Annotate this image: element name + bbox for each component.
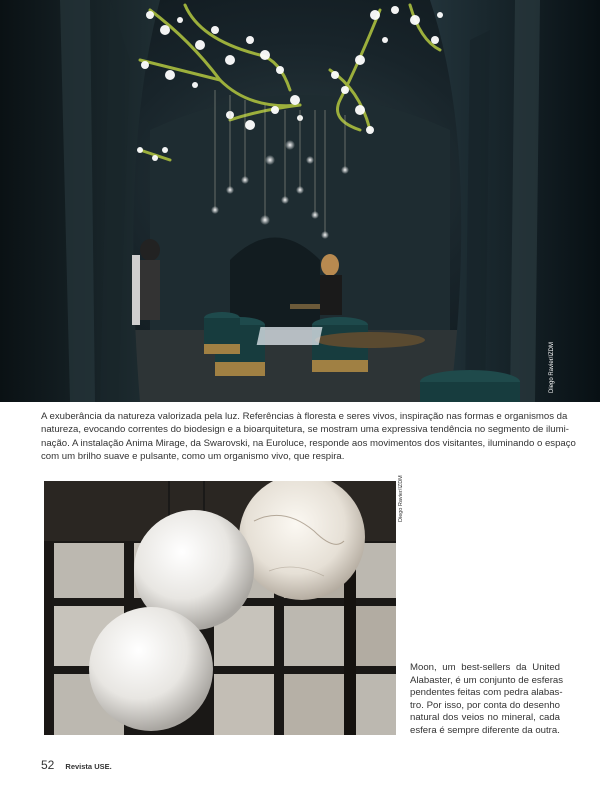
caption-line: A exuberância da natureza valorizada pela luz. Referências à floresta e seres vivos, inspiração nas formas e organismos da <box>41 411 568 422</box>
caption-line: nação. A instalação Anima Mirage, da Swarovski, na Euroluce, responde aos movimentos dos visitantes, iluminando o espaço <box>41 437 576 449</box>
side-text-line: natural dos veios no mineral, cada <box>410 712 560 724</box>
side-text-line: tro. Por isso, por conta do desenho <box>410 699 560 711</box>
bottom-photo-credit: Diego Ravier/IZDM <box>398 475 404 522</box>
bottom-photo-illustration <box>44 481 396 735</box>
bottom-photo <box>44 481 396 735</box>
side-text <box>410 662 564 738</box>
side-text-line: Alabaster, é um conjunto de esferas <box>410 674 564 686</box>
side-text-line: esfera é sempre diferente da outra. <box>410 724 560 736</box>
side-text-line: Moon, um best-sellers da United <box>410 662 560 673</box>
magazine-name: Revista USE. <box>65 762 112 771</box>
page-number: 52 <box>41 758 55 772</box>
photo-caption <box>41 410 576 464</box>
side-text-line: pendentes feitas com pedra alabas- <box>410 687 563 699</box>
page-footer <box>41 758 112 772</box>
caption-line: com um brilho suave e pulsante, como um organismo vivo, que respira. <box>41 451 345 463</box>
caption-line: natureza, evocando correntes do biodesign e a bioarquitetura, se mostram uma expressiva tendência no segmento de ilumi- <box>41 424 569 436</box>
top-photo-credit: Diego Ravier/IZDM <box>549 341 555 393</box>
